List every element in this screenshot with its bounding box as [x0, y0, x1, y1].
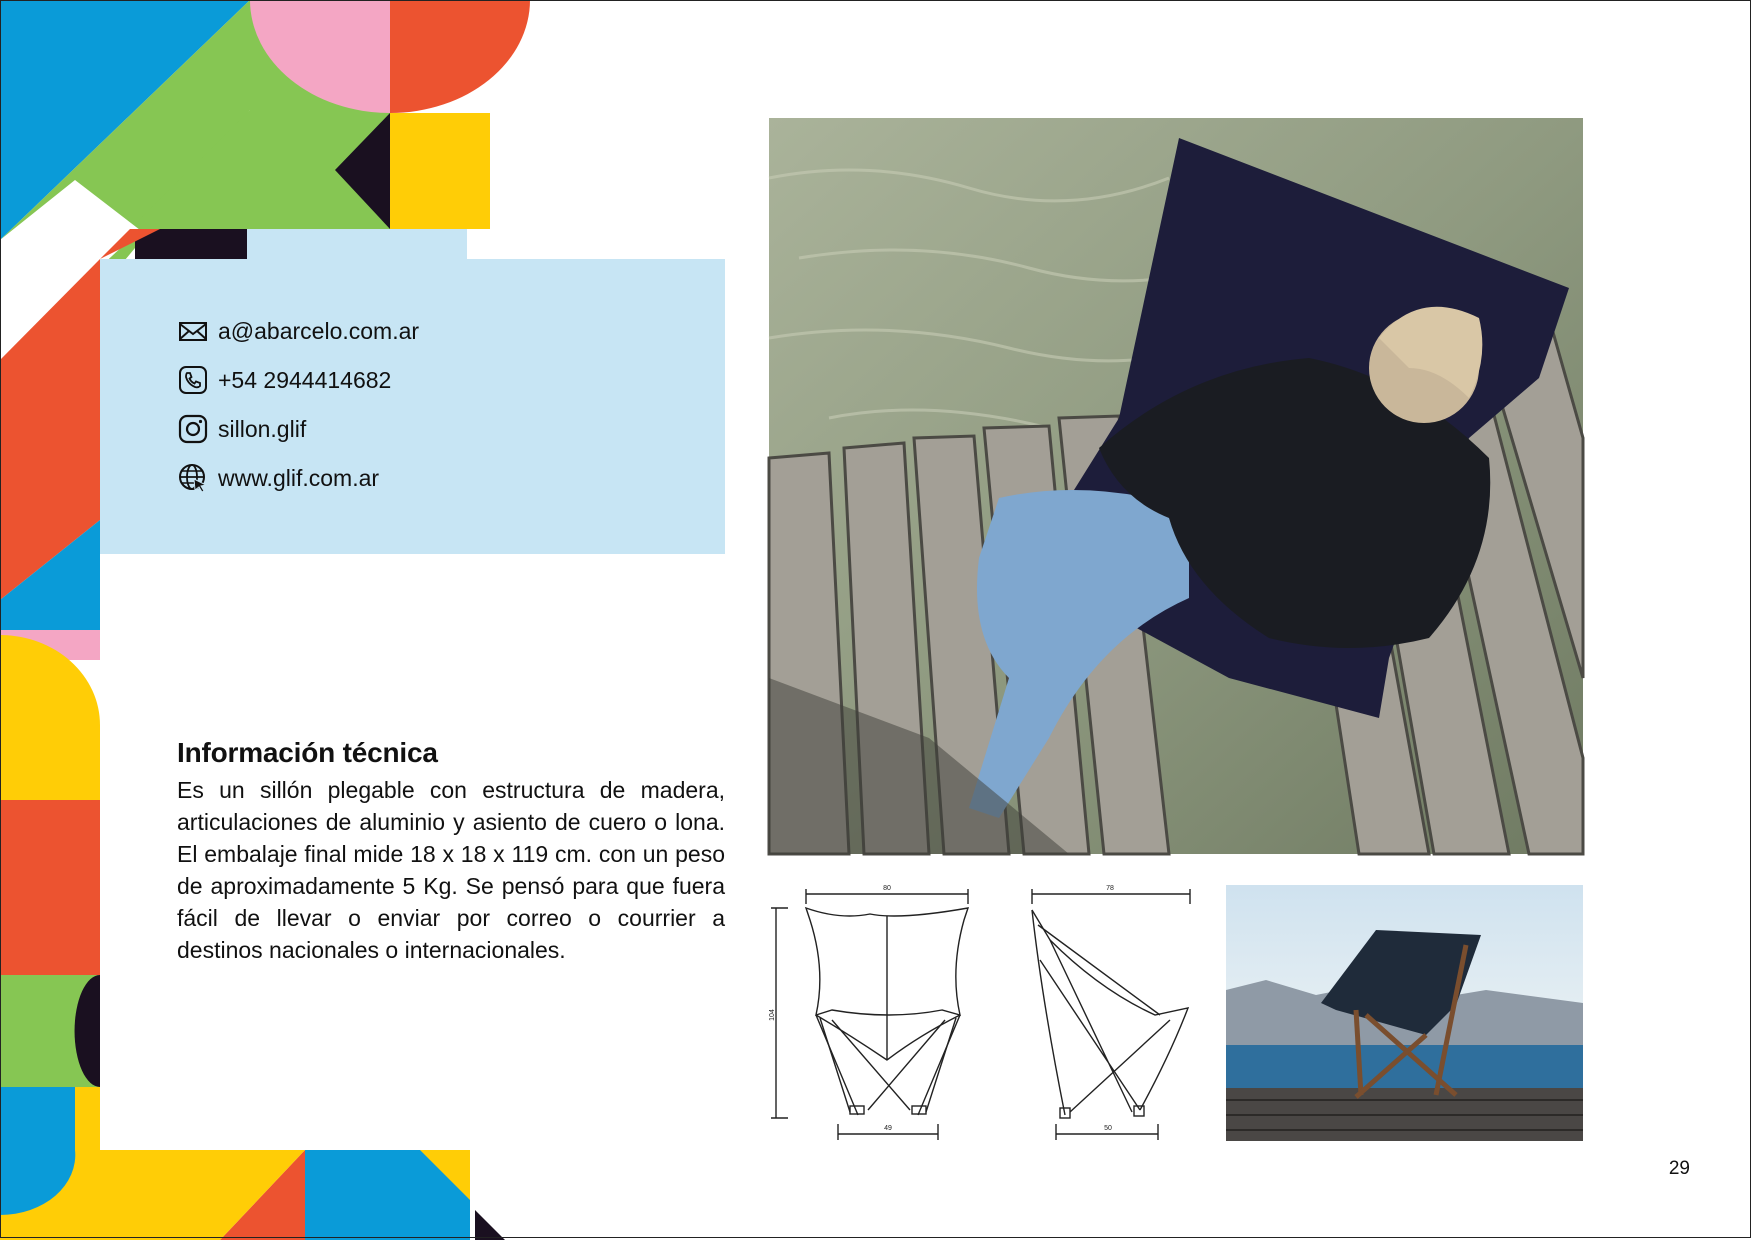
dim-front-top: 80 [883, 885, 891, 892]
mail-icon [178, 316, 208, 346]
instagram-text: sillon.glif [218, 415, 307, 442]
beach-photo [1226, 885, 1583, 1141]
contact-email[interactable] [178, 314, 419, 348]
dim-front-height: 104 [769, 1009, 776, 1021]
main-photo [769, 118, 1583, 854]
contact-website[interactable] [178, 461, 379, 495]
phone-text: +54 2944414682 [218, 366, 392, 393]
email-text: a@abarcelo.com.ar [218, 317, 420, 344]
drawing-side-view [1020, 880, 1198, 1145]
tech-info-title: Información técnica [177, 737, 438, 768]
contact-box [100, 259, 725, 554]
dim-side-top: 78 [1106, 885, 1114, 892]
drawing-front-view [770, 880, 978, 1145]
instagram-icon [178, 414, 208, 444]
contact-phone[interactable] [178, 363, 391, 397]
website-text: www.glif.com.ar [218, 464, 380, 491]
dim-side-bottom: 50 [1104, 1125, 1112, 1132]
contact-instagram[interactable] [178, 412, 306, 446]
tech-info-body: Es un sillón plegable con estructura de madera, articulaciones de aluminio y asiento de cuero o lona. El embalaje final mide 18 x 18 x 119 cm. con un peso de aproximadamente 5 Kg. Se pensó para que fuera fácil de llevar o enviar por correo o courrier a destinos nacionales o internacionales. [177, 777, 725, 963]
globe-icon [178, 463, 208, 493]
phone-icon [178, 365, 208, 395]
page-number: 29 [1668, 1158, 1690, 1179]
dim-front-bottom: 49 [884, 1125, 892, 1132]
geometric-decoration [0, 0, 540, 1240]
